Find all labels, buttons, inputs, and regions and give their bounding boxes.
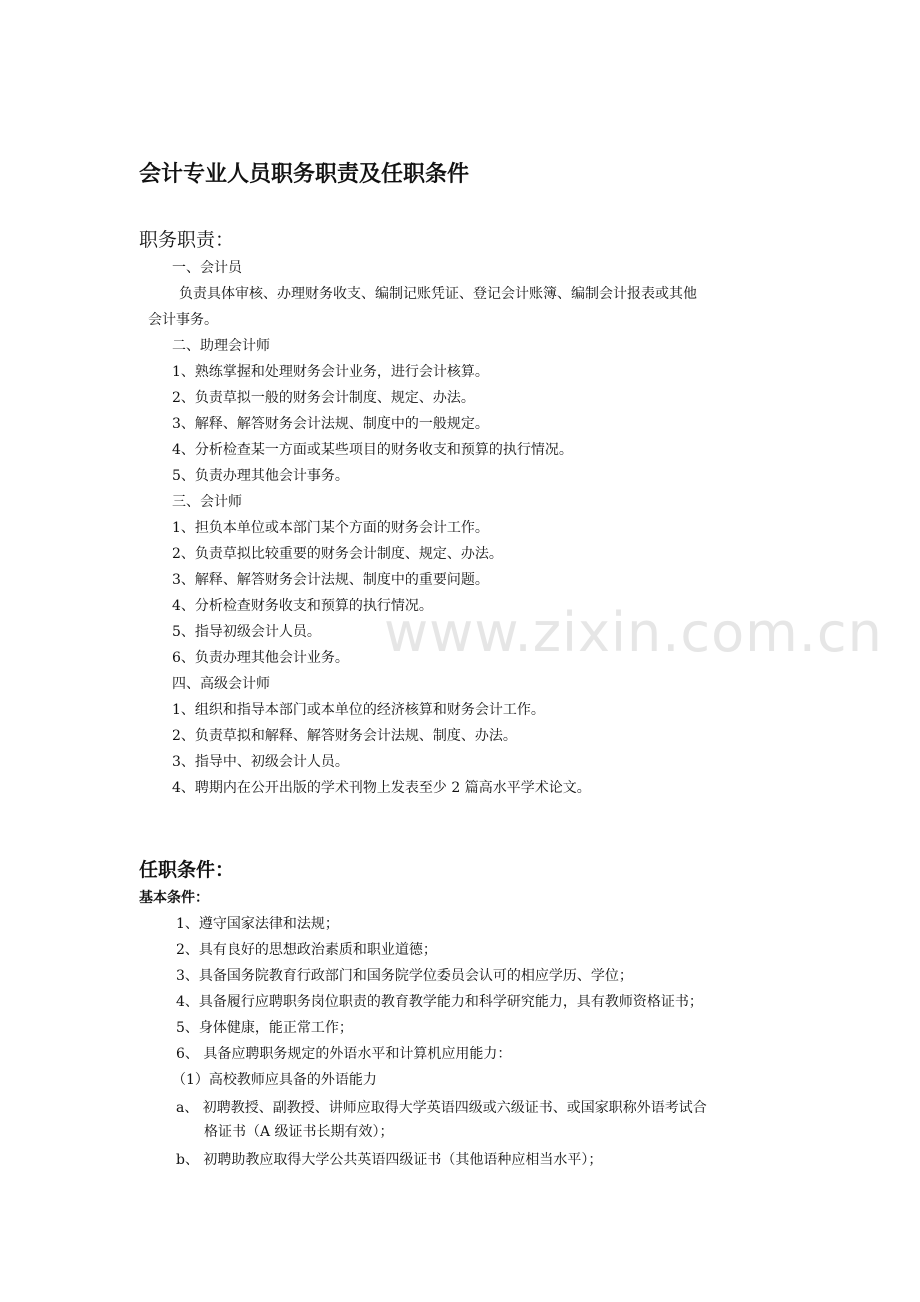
duty-line: 2、负责草拟一般的财务会计制度、规定、办法。	[172, 390, 475, 406]
role-assistant-accountant: 二、助理会计师	[172, 338, 270, 354]
qualification-line: a、 初聘教授、副教授、讲师应取得大学英语四级或六级证书、或国家职称外语考试合	[176, 1100, 707, 1116]
duty-line: 5、负责办理其他会计事务。	[172, 468, 349, 484]
duties-heading: 职务职责：	[139, 229, 235, 251]
duty-line: 1、熟练掌握和处理财务会计业务，进行会计核算。	[172, 364, 489, 380]
duty-line: 6、负责办理其他会计业务。	[172, 650, 349, 666]
role-senior-accountant: 四、高级会计师	[172, 676, 270, 692]
qualification-line: 3、具备国务院教育行政部门和国务院学位委员会认可的相应学历、学位；	[176, 968, 633, 984]
qualification-line: （1）高校教师应具备的外语能力	[172, 1072, 377, 1088]
duty-line: 3、指导中、初级会计人员。	[172, 754, 349, 770]
qualification-line: 2、具有良好的思想政治素质和职业道德；	[176, 942, 437, 958]
duty-line: 1、担负本单位或本部门某个方面的财务会计工作。	[172, 520, 489, 536]
qualification-line: 1、遵守国家法律和法规；	[176, 916, 339, 932]
role-accountant-clerk: 一、会计员	[172, 260, 242, 276]
qualification-line: 5、身体健康，能正常工作；	[176, 1020, 353, 1036]
duty-line: 会计事务。	[148, 312, 218, 328]
qualifications-heading: 任职条件：	[139, 859, 235, 881]
qualification-line: 4、具备履行应聘职务岗位职责的教育教学能力和科学研究能力，具有教师资格证书；	[176, 994, 703, 1010]
qualification-line: 6、 具备应聘职务规定的外语水平和计算机应用能力：	[176, 1046, 512, 1062]
duty-line: 1、组织和指导本部门或本单位的经济核算和财务会计工作。	[172, 702, 545, 718]
duty-line: 4、聘期内在公开出版的学术刊物上发表至少 2 篇高水平学术论文。	[172, 780, 591, 796]
document-title: 会计专业人员职务职责及任职条件	[139, 162, 470, 187]
duty-line: 3、解释、解答财务会计法规、制度中的重要问题。	[172, 572, 489, 588]
qualification-line: b、 初聘助教应取得大学公共英语四级证书（其他语种应相当水平）；	[176, 1152, 603, 1168]
duty-line: 2、负责草拟比较重要的财务会计制度、规定、办法。	[172, 546, 503, 562]
duty-line: 5、指导初级会计人员。	[172, 624, 321, 640]
qualification-line: 格证书（A 级证书长期有效）；	[204, 1124, 394, 1140]
duty-line: 负责具体审核、办理财务收支、编制记账凭证、登记会计账簿、编制会计报表或其他	[179, 286, 697, 302]
duty-line: 4、分析检查某一方面或某些项目的财务收支和预算的执行情况。	[172, 442, 573, 458]
duty-line: 3、解释、解答财务会计法规、制度中的一般规定。	[172, 416, 489, 432]
watermark: www.zixin.com.cn	[384, 601, 883, 664]
duty-line: 2、负责草拟和解释、解答财务会计法规、制度、办法。	[172, 728, 517, 744]
basic-conditions-label: 基本条件：	[139, 890, 209, 906]
role-accountant: 三、会计师	[172, 494, 242, 510]
duty-line: 4、分析检查财务收支和预算的执行情况。	[172, 598, 433, 614]
